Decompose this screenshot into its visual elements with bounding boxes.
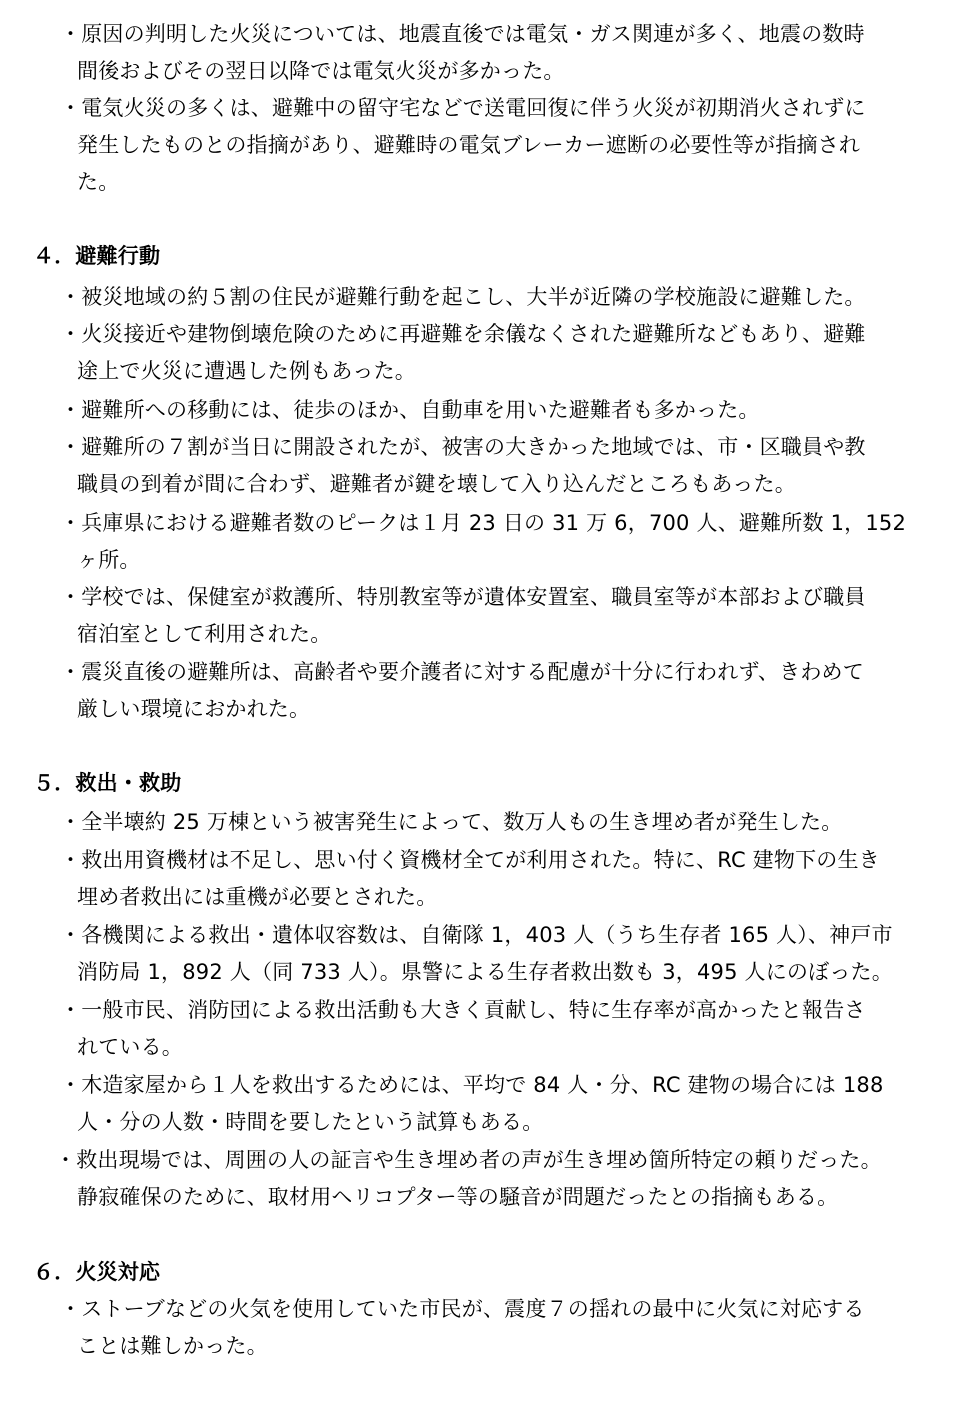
section-heading-rescue: ５．救出・救助	[33, 771, 182, 795]
bullet-rescue-line: 消防局 1，892 人（同 733 人）。県警による生存者救出数も 3，495 人にのぼった。	[77, 960, 893, 984]
bullet-evacuation-line: ・火災接近や建物倒壊危険のために再避難を余儀なくされた避難所などもあり、避難	[60, 322, 866, 346]
section-heading-evacuation: ４．避難行動	[33, 244, 161, 268]
bullet-fire-response-line: ・ストーブなどの火気を使用していた市民が、震度７の揺れの最中に火気に対応する	[60, 1297, 865, 1321]
bullet-electric-fire-line: 発生したものとの指摘があり、避難時の電気ブレーカー遮断の必要性等が指摘され	[77, 133, 861, 157]
bullet-fire-response-line: ことは難しかった。	[77, 1334, 268, 1358]
bullet-rescue-line: ・救出現場では、周囲の人の証言や生き埋め者の声が生き埋め箇所特定の頼りだった。	[55, 1148, 882, 1172]
bullet-evacuation-line: 厳しい環境におかれた。	[77, 697, 311, 721]
bullet-evacuation-line: 職員の到着が間に合わず、避難者が鍵を壊して入り込んだところもあった。	[77, 472, 796, 496]
bullet-rescue-line: 埋め者救出には重機が必要とされた。	[77, 885, 438, 909]
bullet-evacuation-line: ・兵庫県における避難者数のピークは１月 23 日の 31 万 6，700 人、避難所数 1，152	[60, 511, 907, 535]
bullet-evacuation-line: ・避難所の７割が当日に開設されたが、被害の大きかった地域では、市・区職員や教	[60, 435, 866, 459]
bullet-evacuation-line: ヶ所。	[77, 548, 141, 572]
bullet-rescue-line: ・木造家屋から１人を救出するためには、平均で 84 人・分、RC 建物の場合には 188	[60, 1073, 884, 1097]
bullet-rescue-line: 静寂確保のために、取材用ヘリコプター等の騒音が問題だったとの指摘もある。	[77, 1185, 839, 1209]
bullet-evacuation-line: ・震災直後の避難所は、高齢者や要介護者に対する配慮が十分に行われず、きわめて	[60, 660, 864, 684]
bullet-electric-fire-line: た。	[77, 170, 120, 194]
section-heading-fire-response: ６．火災対応	[33, 1260, 161, 1284]
bullet-evacuation-line: ・避難所への移動には、徒歩のほか、自動車を用いた避難者も多かった。	[60, 398, 760, 422]
bullet-evacuation-line: 宿泊室として利用された。	[77, 622, 332, 646]
bullet-evacuation-line: 途上で火災に遭遇した例もあった。	[77, 359, 416, 383]
bullet-rescue-line: 人・分の人数・時間を要したという試算もある。	[77, 1110, 544, 1134]
bullet-electric-fire-line: ・電気火災の多くは、避難中の留守宅などで送電回復に伴う火災が初期消火されずに	[60, 96, 866, 120]
bullet-rescue-line: ・全半壊約 25 万棟という被害発生によって、数万人もの生き埋め者が発生した。	[60, 810, 843, 834]
bullet-fire-cause-line: ・原因の判明した火災については、地震直後では電気・ガス関連が多く、地震の数時	[60, 22, 865, 46]
bullet-fire-cause-line: 間後およびその翌日以降では電気火災が多かった。	[77, 59, 565, 83]
bullet-evacuation-line: ・被災地域の約５割の住民が避難行動を起こし、大半が近隣の学校施設に避難した。	[60, 285, 866, 309]
bullet-rescue-line: れている。	[77, 1035, 183, 1059]
bullet-evacuation-line: ・学校では、保健室が救護所、特別教室等が遺体安置室、職員室等が本部および職員	[60, 585, 866, 609]
bullet-rescue-line: ・救出用資機材は不足し、思い付く資機材全てが利用された。特に、RC 建物下の生き	[60, 848, 880, 872]
bullet-rescue-line: ・一般市民、消防団による救出活動も大きく貢献し、特に生存率が高かったと報告さ	[60, 998, 866, 1022]
bullet-rescue-line: ・各機関による救出・遺体収容数は、自衛隊 1，403 人（うち生存者 165 人）、神戸市	[60, 923, 893, 947]
